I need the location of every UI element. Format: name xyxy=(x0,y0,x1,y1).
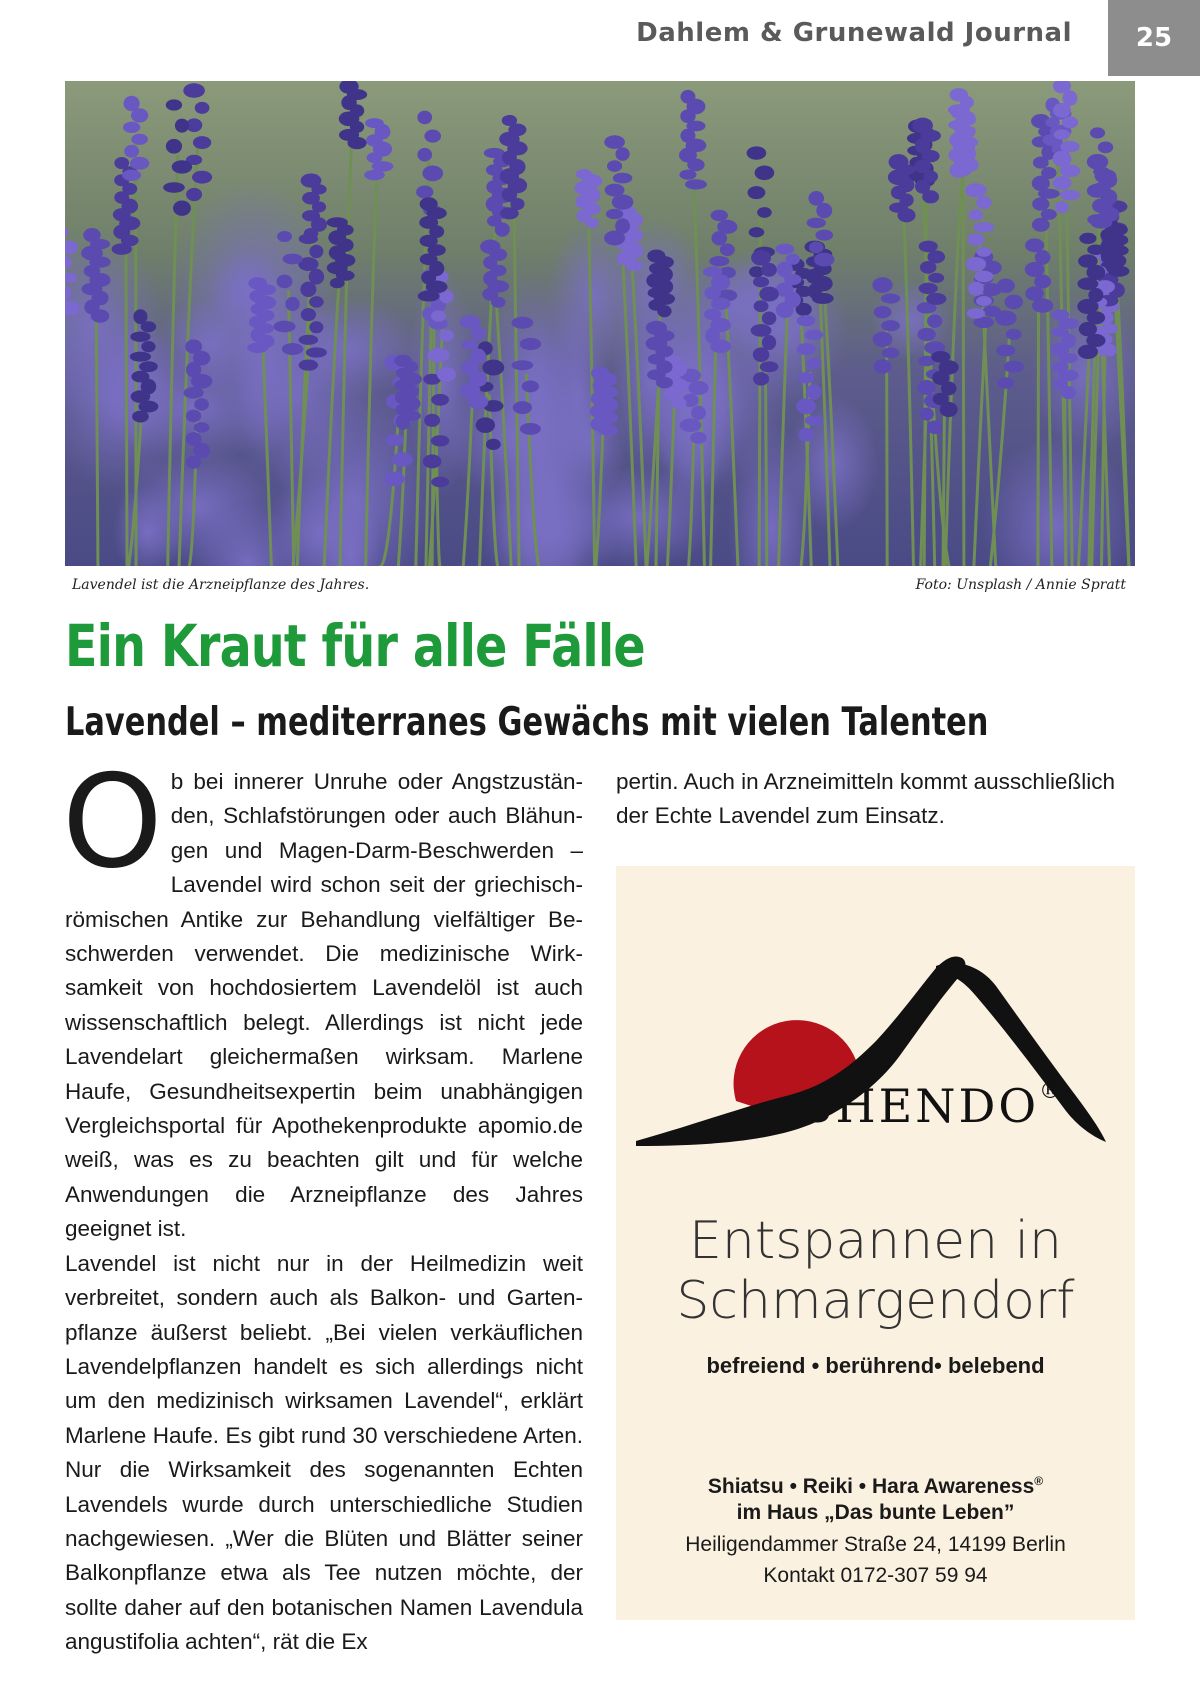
address-line: Heiligendammer Straße 24, 14199 Berlin xyxy=(685,1533,1066,1556)
lavender-photo xyxy=(65,81,1135,566)
photo-credit: Foto: Unsplash / Annie Spratt xyxy=(915,577,1126,593)
ad-location: im Haus „Das bunte Leben” xyxy=(736,1501,1015,1524)
article-headline: Ein Kraut für alle Fälle xyxy=(65,612,645,680)
brand-name xyxy=(801,1079,1061,1133)
shendo-logo xyxy=(636,946,1106,1166)
drop-cap: O xyxy=(62,748,163,897)
article-paragraph: pertin. Auch in Arzneimitteln kommt ausschließlich der Echte Lavendel zum Einsatz. xyxy=(616,769,1115,829)
services-text: Shiatsu • Reiki • Hara Awareness xyxy=(707,1475,1035,1498)
page-number: 25 xyxy=(1108,0,1200,76)
ad-title xyxy=(616,1211,1135,1331)
ad-tagline: befreiend • berührend• belebend xyxy=(706,1353,1045,1378)
photo-caption: Lavendel ist die Arzneipflanze des Jahres. xyxy=(72,577,370,593)
registered-mark: ® xyxy=(1039,1078,1062,1104)
brand-text: SHENDO xyxy=(801,1079,1040,1133)
ad-address xyxy=(616,1529,1135,1591)
contact-line: Kontakt 0172-307 59 94 xyxy=(763,1564,988,1587)
article-paragraph: b bei innerer Unruhe oder Angstzuständen, Schlafstörungen oder auch Blähungen und Magen-Darm-Beschwerden – Lavendel wird schon seit der griechisch-römischen Antike zur Behandlung vielfältiger Beschwerden verwendet. Die medizinische Wirksamkeit von hochdosiertem Lavendelöl ist auch wissenschaftlich belegt. Allerdings ist nicht jede Lavendelart gleichermaßen wirksam. Marlene Haufe, Gesundheitsexpertin beim unabhängigen Vergleichsportal für Apothekenprodukte apomio.de weiß, was es zu beachten gilt und für welche Anwendungen die Arzneipflanze des Jahres geeignet ist. xyxy=(65,769,583,1242)
ad-title-line: Schmargendorf xyxy=(676,1271,1075,1331)
journal-title: Dahlem & Grunewald Journal xyxy=(636,18,1072,48)
shendo-advertisement xyxy=(616,866,1135,1620)
article-column-left xyxy=(62,748,583,1660)
article-paragraph: Lavendel ist nicht nur in der Heilmedizin weit verbreitet, sondern auch als Balkon- und Gartenpflanze äußerst beliebt. „Bei vielen verkäuflichen Lavendelpflanzen handelt es sich allerdings nicht um den medizinisch wirksamen Lavendel“, erklärt Marlene Haufe. Es gibt rund 30 verschiedene Arten. Nur die Wirksamkeit des sogenannten Echten Lavendels wurde durch unterschiedliche Studien nachgewiesen. „Wer die Blüten und Blätter seiner Balkonpflanze etwa als Tee nutzen möchte, der sollte daher auf den botanischen Namen Lavendula angustifolia achten“, rät die Ex xyxy=(65,1250,583,1655)
services-registered-mark: ® xyxy=(1034,1474,1044,1488)
article-column-right xyxy=(616,765,1134,834)
ad-title-line: Entspannen in xyxy=(689,1211,1062,1271)
article-subheadline: Lavendel – mediterranes Gewächs mit vielen Talenten xyxy=(65,700,989,745)
